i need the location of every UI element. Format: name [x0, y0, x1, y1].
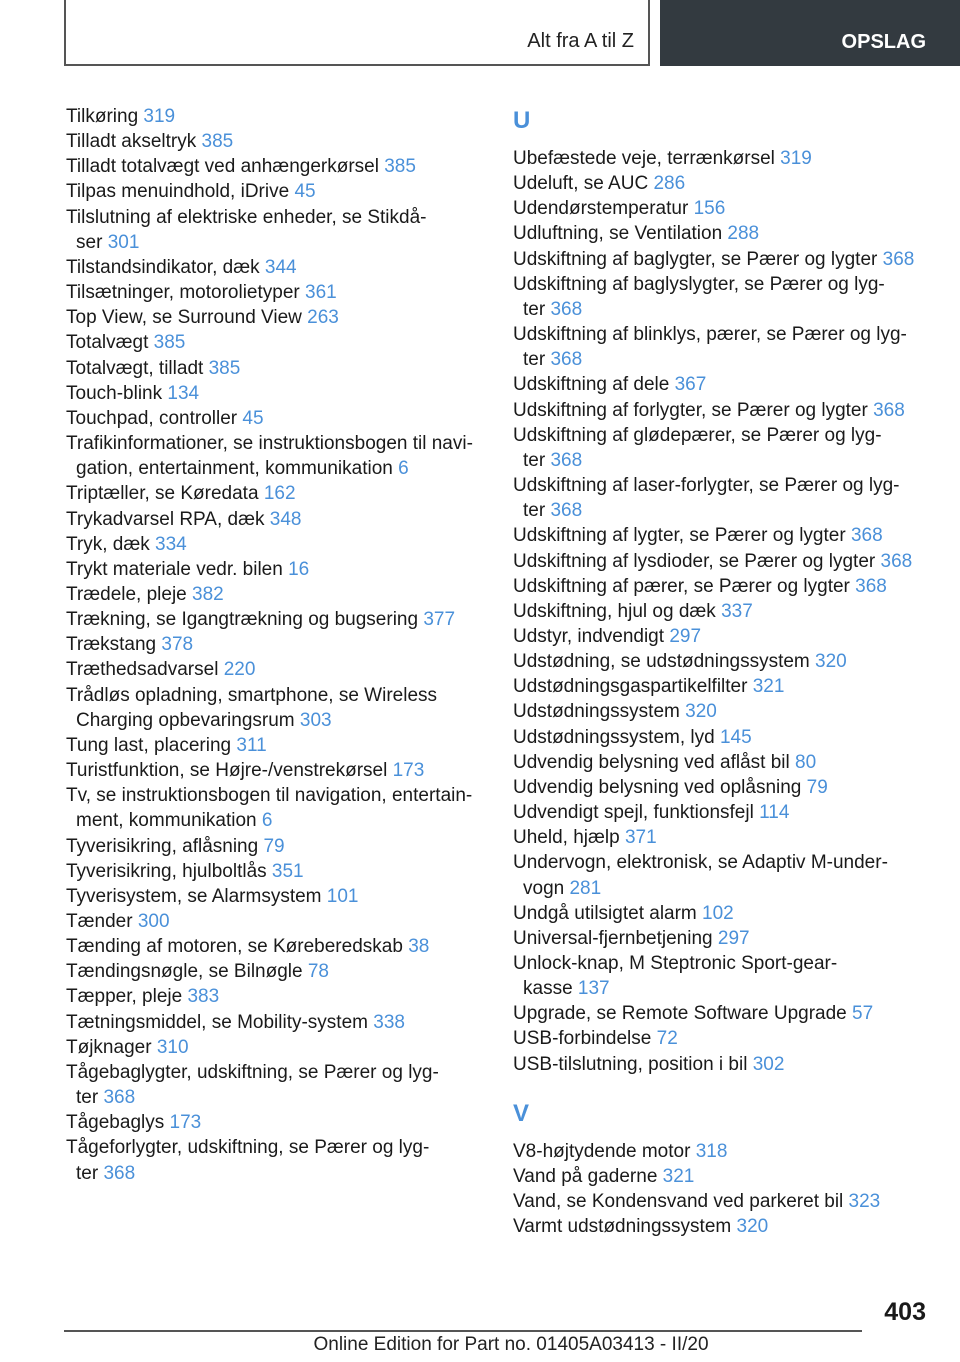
index-entry: [513, 398, 943, 423]
index-entry: [66, 406, 496, 431]
index-entry: [66, 1110, 496, 1135]
index-entry: [66, 859, 496, 884]
entry-term: Triptæller, se Køredata: [66, 483, 264, 505]
entry-term: Undervogn, elektronisk, se Adaptiv M-under-: [513, 852, 888, 874]
index-entry: [513, 1139, 943, 1164]
entry-term: Upgrade, se Remote Software Upgrade: [513, 1003, 853, 1025]
entry-term: Vand på gaderne: [513, 1165, 663, 1187]
page-reference-link[interactable]: 78: [307, 961, 329, 983]
index-entry: [66, 959, 496, 984]
index-entry: [513, 221, 943, 246]
page-reference-link[interactable]: 281: [569, 877, 602, 899]
index-entry: [513, 372, 943, 397]
page-reference-link[interactable]: 321: [752, 676, 785, 698]
page-reference-link[interactable]: 323: [848, 1191, 881, 1213]
index-entry: [66, 356, 496, 381]
index-entry: [66, 884, 496, 909]
page-reference-link[interactable]: 368: [880, 550, 913, 572]
page-reference-link[interactable]: 311: [236, 734, 267, 756]
entry-term: USB-forbindelse: [513, 1028, 657, 1050]
entry-term: Udstødningssystem, lyd: [513, 726, 720, 748]
page-reference-link[interactable]: 319: [780, 148, 812, 169]
entry-term: Udvendig belysning ved aflåst bil: [513, 751, 796, 773]
entry-term: Touch-blink: [66, 382, 168, 404]
page-reference-link[interactable]: 137: [577, 978, 610, 1000]
page-reference-link[interactable]: 361: [305, 282, 337, 304]
index-entry: [66, 657, 496, 682]
index-entry: [513, 196, 943, 221]
entry-term: Top View, se Surround View: [66, 307, 308, 329]
page-reference-link[interactable]: 320: [736, 1216, 769, 1238]
page-reference-link[interactable]: 57: [852, 1003, 874, 1025]
entry-term: Tyverisikring, aflåsning: [66, 835, 264, 857]
entry-term: Ubefæstede veje, terrænkørsel: [513, 148, 781, 169]
index-entry: [513, 1214, 943, 1239]
page-reference-link[interactable]: 385: [208, 357, 241, 379]
entry-term: Udstødningsgaspartikelfilter: [513, 676, 753, 698]
page-reference-link[interactable]: 303: [299, 709, 332, 731]
index-entry: [66, 179, 496, 204]
page-reference-link[interactable]: 377: [423, 609, 456, 631]
page-reference-link[interactable]: 344: [264, 256, 297, 278]
page-reference-link[interactable]: 367: [674, 374, 707, 396]
entry-term: Trykt materiale vedr. bilen: [66, 558, 289, 580]
index-entry: [66, 507, 496, 532]
page-reference-link[interactable]: 368: [103, 1087, 136, 1109]
entry-term: Trykadvarsel RPA, dæk: [66, 508, 270, 530]
entry-term: Udskiftning af pærer, se Pærer og lygter: [513, 575, 856, 597]
page-reference-link[interactable]: 385: [201, 131, 234, 153]
entry-term: Tætningsmiddel, se Mobility-system: [66, 1011, 374, 1033]
entry-term: Trækstang: [66, 634, 162, 656]
footer-edition: Online Edition for Part no. 01405A03413 - II/20: [313, 1334, 709, 1355]
entry-term: Udluftning, se Ventilation: [513, 223, 728, 245]
page-reference-link[interactable]: 45: [294, 181, 316, 203]
page-reference-link[interactable]: 371: [624, 827, 657, 849]
index-entry: [66, 305, 496, 330]
entry-term: Udvendigt spejl, funktionsfejl: [513, 802, 760, 824]
page-reference-link[interactable]: 301: [107, 231, 140, 253]
entry-term: Udskiftning af baglyslygter, se Pærer og lyg-: [513, 273, 885, 295]
page-reference-link[interactable]: 38: [408, 936, 430, 958]
index-entry: [66, 481, 496, 506]
index-entry: [66, 632, 496, 657]
index-entry: [513, 825, 943, 850]
page-reference-link[interactable]: 114: [759, 802, 790, 824]
page-reference-link[interactable]: 173: [392, 760, 425, 782]
page-reference-link[interactable]: 334: [155, 533, 187, 555]
page-reference-link[interactable]: 79: [263, 835, 285, 857]
page-reference-link[interactable]: 162: [263, 483, 296, 505]
section-title: Alt fra A til Z: [527, 30, 634, 52]
index-entry: [66, 1010, 496, 1035]
index-entry: [66, 607, 496, 632]
index-entry: [513, 272, 943, 322]
index-entry: [513, 549, 943, 574]
entry-term-continued: ter: [76, 1162, 104, 1184]
index-entry: [513, 1052, 943, 1077]
group-spacer: [513, 1077, 943, 1097]
index-entry: [66, 557, 496, 582]
index-entry: [513, 599, 943, 624]
entry-term: Udskiftning af baglygter, se Pærer og lygter: [513, 248, 883, 270]
page-reference-link[interactable]: 6: [261, 810, 273, 832]
page-reference-link[interactable]: 80: [795, 751, 817, 773]
page-reference-link[interactable]: 72: [656, 1028, 678, 1050]
entry-term-continued: gation, entertainment, kommunikation: [76, 458, 399, 480]
entry-term: Tilladt akseltryk: [66, 131, 202, 153]
index-entry: [513, 574, 943, 599]
section-tab-label: OPSLAG: [841, 31, 926, 53]
index-entry: [66, 330, 496, 355]
page-reference-link[interactable]: 368: [850, 525, 883, 547]
page-reference-link[interactable]: 368: [855, 575, 887, 597]
entry-term-continued: ter: [523, 449, 551, 471]
page-reference-link[interactable]: 288: [727, 223, 760, 245]
page-reference-link[interactable]: 368: [882, 248, 915, 270]
page-reference-link[interactable]: 220: [223, 659, 256, 681]
entry-term-continued: ter: [523, 298, 551, 320]
entry-term: Tilstandsindikator, dæk: [66, 256, 265, 278]
page-reference-link[interactable]: 310: [156, 1036, 189, 1058]
entry-term: Tøjknager: [66, 1036, 157, 1058]
entry-term-continued: ter: [523, 500, 551, 522]
entry-term: Uheld, hjælp: [513, 827, 625, 849]
entry-term: Trafikinformationer, se instruktionsbogen til navi-: [66, 433, 473, 455]
entry-term: Udvendig belysning ved oplåsning: [513, 776, 807, 798]
entry-term: Tændingsnøgle, se Bilnøgle: [66, 961, 308, 983]
page-reference-link[interactable]: 368: [550, 349, 583, 371]
page-reference-link[interactable]: 300: [137, 911, 170, 932]
entry-term: Tænding af motoren, se Køreberedskab: [66, 936, 409, 958]
footer-divider: [64, 1330, 862, 1332]
entry-term: Tilslutning af elektriske enheder, se Stikdå-: [66, 206, 427, 228]
index-group-u: [513, 146, 943, 1077]
page-reference-link[interactable]: 385: [153, 332, 186, 354]
index-entry: [66, 733, 496, 758]
index-entry: [513, 901, 943, 926]
index-entry: [66, 1135, 496, 1185]
index-group-v: [513, 1139, 943, 1240]
entry-term: Tilladt totalvægt ved anhængerkørsel: [66, 156, 385, 178]
index-entry: [513, 146, 943, 171]
entry-term: Udstødningssystem: [513, 701, 686, 723]
entry-term-continued: ser: [76, 231, 108, 253]
index-entry: [66, 1035, 496, 1060]
entry-term: Tæpper, pleje: [66, 986, 188, 1008]
index-entry: [513, 699, 943, 724]
index-entry: [66, 984, 496, 1009]
entry-term: Tyverisystem, se Alarmsystem: [66, 885, 327, 907]
letter-heading-v: V: [513, 1099, 530, 1127]
entry-term: Tung last, placering: [66, 734, 237, 756]
entry-term: Udskiftning af forlygter, se Pærer og lygter: [513, 399, 874, 421]
entry-term: Udskiftning af lysdioder, se Pærer og lygter: [513, 550, 881, 572]
index-entry: [66, 104, 496, 129]
index-entry: [66, 154, 496, 179]
index-entry: [513, 1001, 943, 1026]
header-frame: [64, 0, 650, 66]
index-entry: [513, 750, 943, 775]
entry-term: Trådløs opladning, smartphone, se Wireless: [66, 684, 438, 706]
page-reference-link[interactable]: 368: [550, 500, 583, 522]
index-entry: [513, 649, 943, 674]
index-entry: [513, 1189, 943, 1214]
entry-term: V8-højtydende motor: [513, 1140, 696, 1162]
entry-term: Varmt udstødningssystem: [513, 1216, 737, 1238]
entry-term: Udskiftning af glødepærer, se Pærer og lyg-: [513, 424, 882, 446]
entry-term-continued: ter: [76, 1087, 104, 1109]
entry-term: Træthedsadvarsel: [66, 659, 224, 681]
index-column-left: [66, 104, 496, 1186]
entry-term: USB-tilslutning, position i bil: [513, 1053, 753, 1075]
page-reference-link[interactable]: 338: [373, 1011, 405, 1033]
page-reference-link[interactable]: 45: [242, 407, 264, 429]
entry-term: Udskiftning af dele: [513, 374, 675, 396]
page-reference-link[interactable]: 156: [693, 198, 726, 220]
entry-term: Udskiftning, hjul og dæk: [513, 600, 722, 622]
index-entry: [513, 674, 943, 699]
page-number: 403: [884, 1298, 926, 1326]
entry-term-continued: ter: [523, 349, 551, 371]
letter-heading-u: U: [513, 107, 531, 134]
page-reference-link[interactable]: 337: [721, 600, 753, 622]
entry-term: Touchpad, controller: [66, 407, 243, 429]
entry-term: Udstyr, indvendigt: [513, 625, 670, 647]
entry-term: Udstødning, se udstødningssystem: [513, 651, 816, 673]
entry-term: Tågebaglygter, udskiftning, se Pærer og lyg-: [66, 1061, 439, 1083]
index-entry: [513, 322, 943, 372]
index-entry: [513, 171, 943, 196]
entry-term: Unlock-knap, M Steptronic Sport-gear-: [513, 953, 838, 974]
entry-term: Tryk, dæk: [66, 533, 156, 555]
page-reference-link[interactable]: 319: [143, 106, 176, 127]
index-entry: [66, 431, 496, 481]
index-entry: [66, 934, 496, 959]
page-reference-link[interactable]: 368: [550, 449, 583, 471]
index-entry: [66, 683, 496, 733]
page-reference-link[interactable]: 368: [103, 1162, 136, 1184]
index-entry: [513, 473, 943, 523]
page-reference-link[interactable]: 263: [307, 307, 339, 329]
page-reference-link[interactable]: 297: [669, 625, 702, 647]
index-entry: [66, 758, 496, 783]
index-entry: [66, 532, 496, 557]
page-reference-link[interactable]: 351: [271, 860, 304, 882]
index-entry: [513, 624, 943, 649]
page-reference-link[interactable]: 385: [384, 156, 416, 178]
entry-term: Udskiftning af laser-forlygter, se Pærer og lyg-: [513, 475, 900, 497]
index-entry: [513, 775, 943, 800]
index-entry: [513, 725, 943, 750]
page-reference-link[interactable]: 101: [326, 885, 359, 907]
entry-term: Udskiftning af blinklys, pærer, se Pærer og lyg-: [513, 324, 907, 346]
page-reference-link[interactable]: 6: [398, 458, 409, 480]
page-reference-link[interactable]: 102: [702, 902, 734, 924]
entry-term: Tilsætninger, motorolietyper: [66, 282, 306, 304]
index-entry: [513, 523, 943, 548]
entry-term: Tilkøring: [66, 106, 144, 127]
index-entry: [66, 205, 496, 255]
entry-term: Tyverisikring, hjulboltlås: [66, 860, 272, 882]
page-reference-link[interactable]: 320: [685, 701, 717, 723]
entry-term: Udskiftning af lygter, se Pærer og lygter: [513, 525, 851, 547]
index-entry: [513, 926, 943, 951]
page-reference-link[interactable]: 286: [653, 173, 686, 195]
entry-term-continued: kasse: [523, 978, 578, 1000]
entry-term: Tilpas menuindhold, iDrive: [66, 181, 295, 203]
index-entry: [513, 800, 943, 825]
page-reference-link[interactable]: 16: [288, 558, 310, 580]
index-entry: [513, 850, 943, 900]
entry-term: Tv, se instruktionsbogen til navigation, entertain-: [66, 785, 473, 807]
index-entry: [66, 582, 496, 607]
page-reference-link[interactable]: 383: [187, 986, 220, 1008]
entry-term: Trækning, se Igangtrækning og bugsering: [66, 609, 424, 631]
index-entry: [66, 255, 496, 280]
page-reference-link[interactable]: 320: [815, 651, 847, 673]
entry-term: Udendørstemperatur: [513, 198, 694, 220]
index-entry: [513, 247, 943, 272]
index-entry: [66, 280, 496, 305]
index-entry: [66, 834, 496, 859]
index-entry: [66, 381, 496, 406]
page-reference-link[interactable]: 134: [167, 382, 200, 404]
entry-term-continued: Charging opbevaringsrum: [76, 709, 300, 731]
page-reference-link[interactable]: 378: [161, 634, 194, 656]
entry-term: Vand, se Kondensvand ved parkeret bil: [513, 1191, 849, 1213]
entry-term: Tågebaglys: [66, 1112, 170, 1134]
page-reference-link[interactable]: 145: [719, 726, 752, 748]
entry-term: Turistfunktion, se Højre-/venstrekørsel: [66, 760, 393, 782]
page-reference-link[interactable]: 321: [662, 1165, 695, 1187]
page-reference-link[interactable]: 318: [695, 1140, 728, 1162]
entry-term: Trædele, pleje: [66, 583, 193, 605]
index-entry: [513, 1164, 943, 1189]
page-reference-link[interactable]: 382: [192, 583, 224, 605]
index-entry: [66, 783, 496, 833]
index-entry: [66, 129, 496, 154]
page-reference-link[interactable]: 297: [717, 927, 750, 949]
page-reference-link[interactable]: 348: [269, 508, 302, 530]
page-reference-link[interactable]: 79: [806, 776, 828, 798]
entry-term: Totalvægt: [66, 332, 154, 354]
entry-term: Undgå utilsigtet alarm: [513, 902, 703, 924]
entry-term: Universal-fjernbetjening: [513, 927, 718, 949]
index-column-right: [513, 104, 943, 1239]
index-entry: [513, 423, 943, 473]
index-entry: [513, 1026, 943, 1051]
entry-term: Totalvægt, tilladt: [66, 357, 209, 379]
section-tab[interactable]: [660, 0, 960, 66]
entry-term: Tænder: [66, 911, 138, 932]
index-entry: [513, 951, 943, 1001]
entry-term: Udeluft, se AUC: [513, 173, 654, 195]
index-entry: [66, 909, 496, 934]
page-reference-link[interactable]: 173: [169, 1112, 202, 1134]
entry-term: Tågeforlygter, udskiftning, se Pærer og lyg-: [66, 1137, 430, 1159]
page-reference-link[interactable]: 368: [550, 298, 583, 320]
page-reference-link[interactable]: 368: [873, 399, 905, 421]
entry-term-continued: ment, kommunikation: [76, 810, 262, 832]
index-entry: [66, 1060, 496, 1110]
page-reference-link[interactable]: 302: [752, 1053, 785, 1075]
entry-term-continued: vogn: [523, 877, 570, 899]
